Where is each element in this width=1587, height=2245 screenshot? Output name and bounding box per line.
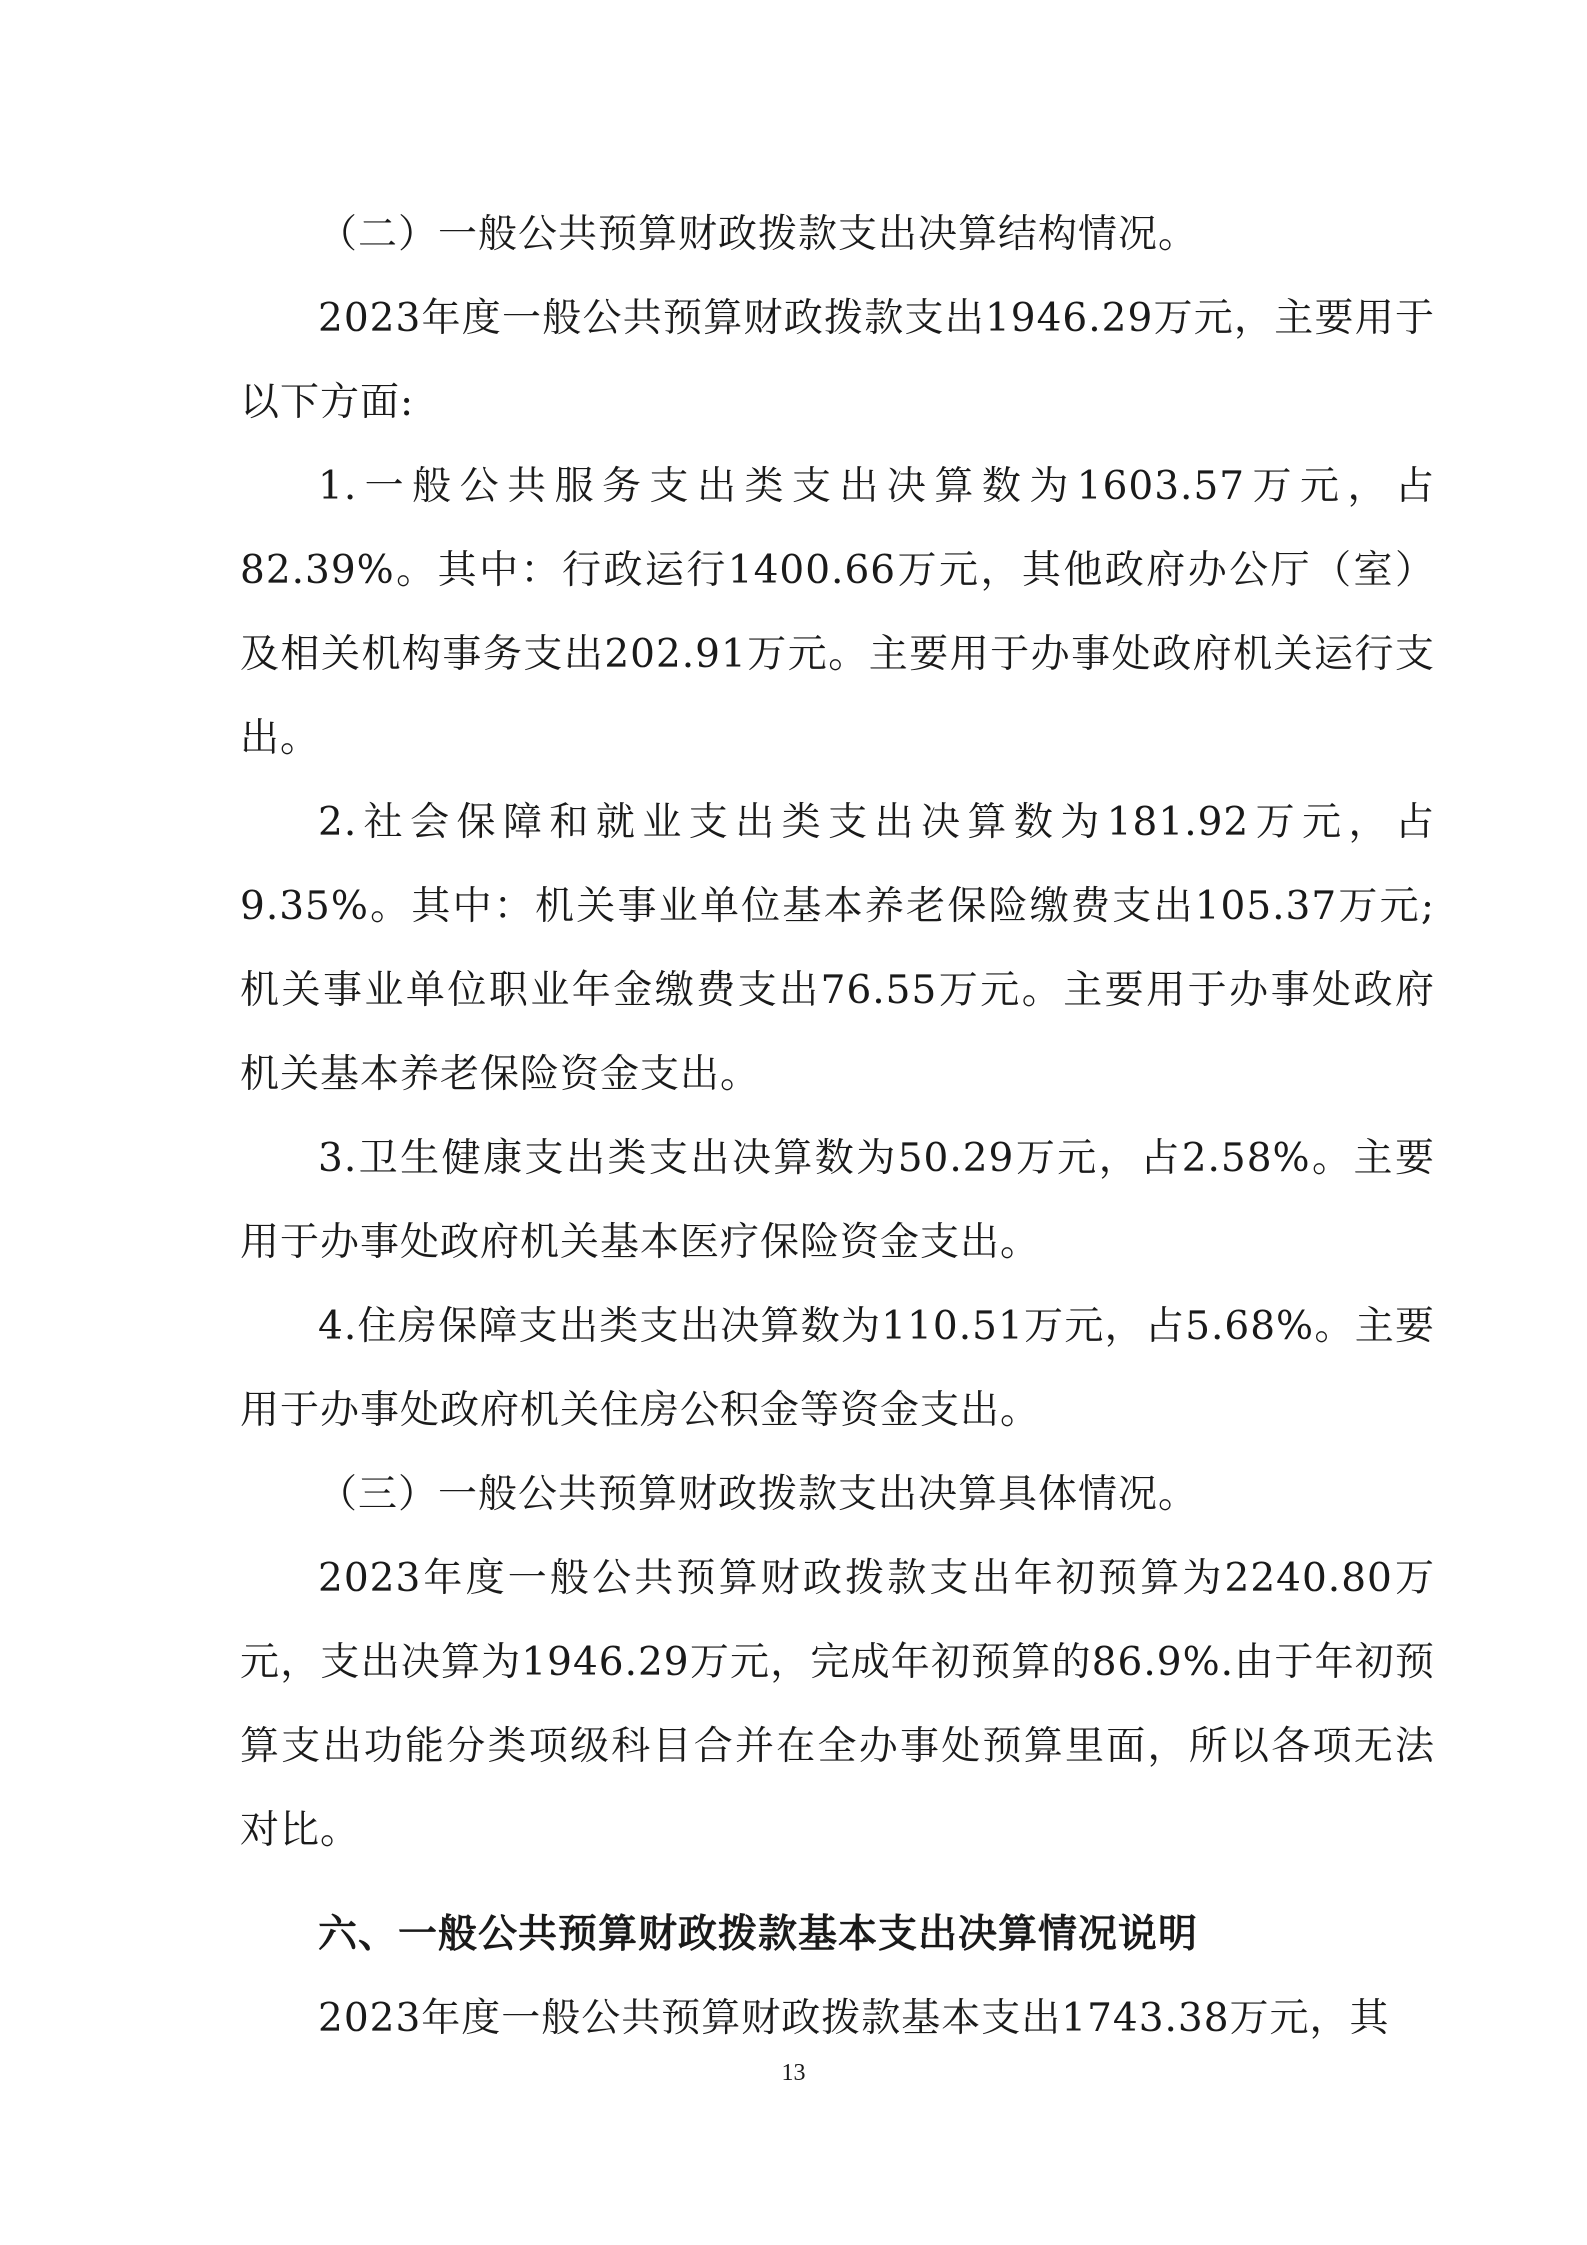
document-body	[240, 193, 1435, 2061]
paragraph-basic-expenditure: 2023年度一般公共预算财政拨款基本支出1743.38万元，其	[318, 1996, 1390, 2041]
section-heading: 六、一般公共预算财政拨款基本支出决算情况说明	[318, 1912, 1199, 1957]
list-item-social-security: 2.社会保障和就业支出类支出决算数为181.92万元，占9.35%。其中：机关事业单位基本养老保险缴费支出105.37万元;机关事业单位职业年金缴费支出76.55万元。主要用于办事处政府机关基本养老保险资金支出。	[240, 800, 1435, 1097]
page-number: 13	[781, 2060, 806, 2086]
sub-heading-details: （三）一般公共预算财政拨款支出决算具体情况。	[318, 1472, 1199, 1517]
paragraph-budget-comparison: 2023年度一般公共预算财政拨款支出年初预算为2240.80万元，支出决算为1946.29万元，完成年初预算的86.9%.由于年初预算支出功能分类项级科目合并在全办事处预算里面，所以各项无法对比。	[240, 1556, 1435, 1853]
paragraph-total-expenditure: 2023年度一般公共预算财政拨款支出1946.29万元，主要用于以下方面:	[240, 296, 1435, 425]
list-item-health: 3.卫生健康支出类支出决算数为50.29万元，占2.58%。主要用于办事处政府机关基本医疗保险资金支出。	[240, 1136, 1435, 1265]
list-item-housing: 4.住房保障支出类支出决算数为110.51万元，占5.68%。主要用于办事处政府机关住房公积金等资金支出。	[240, 1304, 1435, 1433]
sub-heading-structure: （二）一般公共预算财政拨款支出决算结构情况。	[318, 212, 1199, 257]
list-item-general-public-services: 1.一般公共服务支出类支出决算数为1603.57万元，占82.39%。其中：行政运行1400.66万元，其他政府办公厅（室）及相关机构事务支出202.91万元。主要用于办事处政府机关运行支出。	[240, 464, 1435, 761]
